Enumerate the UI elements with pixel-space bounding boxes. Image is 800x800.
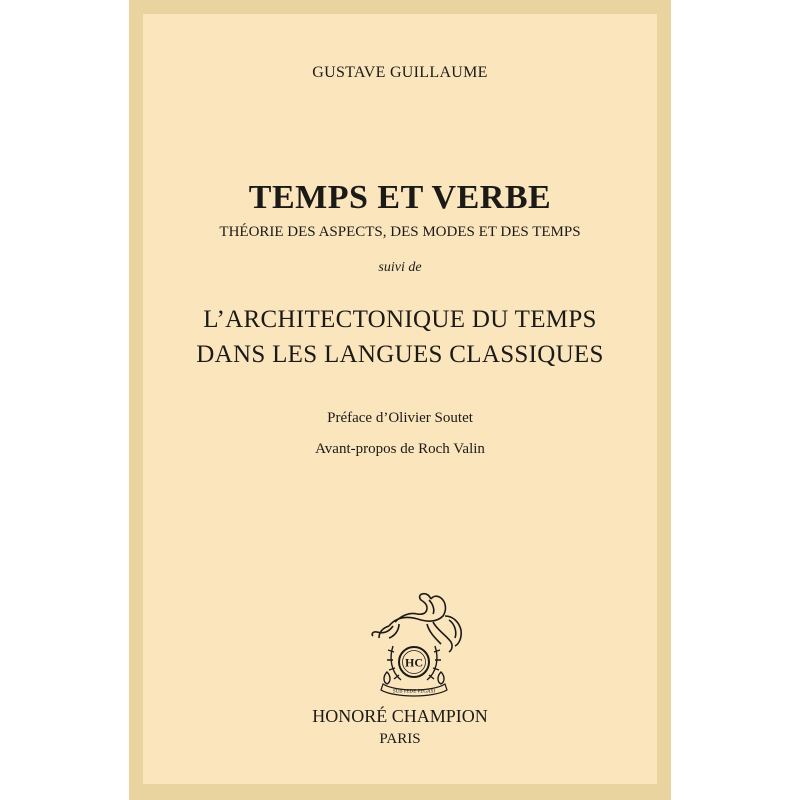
- author-name: GUSTAVE GUILLAUME: [312, 64, 488, 81]
- book-subtitle: THÉORIE DES ASPECTS, DES MODES ET DES TEMPS: [219, 224, 581, 240]
- second-title-line-2: DANS LES LANGUES CLASSIQUES: [196, 341, 604, 368]
- connector-text: suivi de: [378, 260, 422, 275]
- preface-credit: Préface d’Olivier Soutet: [327, 410, 473, 426]
- publisher-name: HONORÉ CHAMPION: [312, 706, 488, 726]
- publisher-city: PARIS: [379, 731, 421, 747]
- emblem-monogram: HC: [405, 655, 423, 670]
- book-title: TEMPS ET VERBE: [248, 179, 552, 216]
- second-title-line-1: L’ARCHITECTONIQUE DU TEMPS: [203, 306, 597, 333]
- book-cover-frame: [129, 0, 671, 800]
- emblem-motto: SUB PEDE PEGASI: [392, 689, 436, 695]
- publisher-emblem: [349, 586, 479, 702]
- foreword-credit: Avant-propos de Roch Valin: [315, 441, 485, 457]
- pegasus-horse-icon: [372, 594, 461, 652]
- book-cover: [143, 14, 657, 784]
